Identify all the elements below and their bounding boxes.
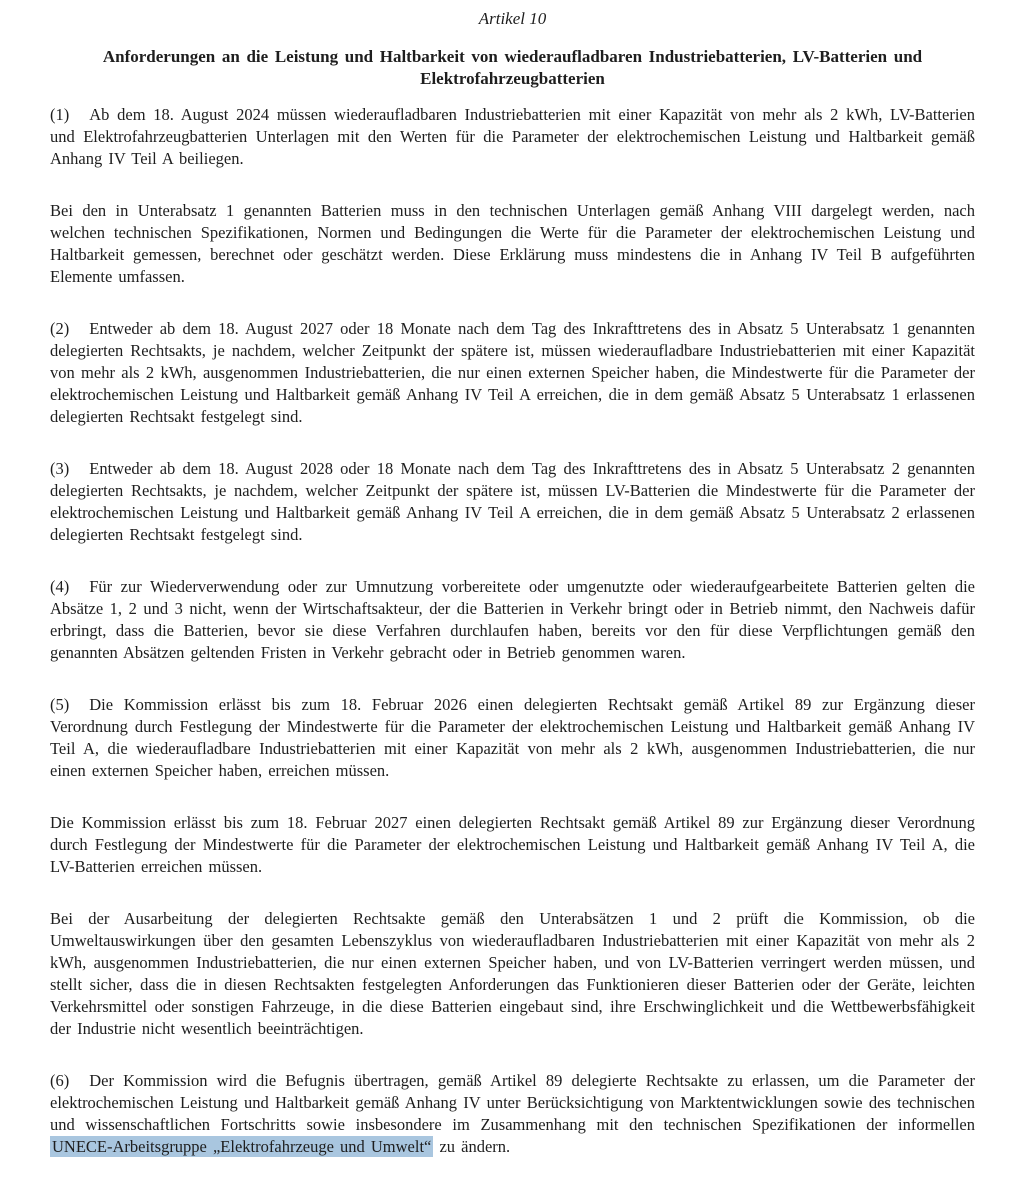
article-heading: Anforderungen an die Leistung und Haltbarkeit von wiederaufladbaren Industriebatterien, LV-Batterien und Elektrofahrzeugbatterien	[102, 47, 923, 88]
paragraph-4	[50, 458, 975, 546]
paragraph-9	[50, 1070, 975, 1158]
paragraph-1	[50, 104, 975, 170]
article-label: Artikel 10	[478, 9, 547, 28]
paragraph-8	[50, 908, 975, 1040]
paragraph-text: Entweder ab dem 18. August 2027 oder 18 Monate nach dem Tag des Inkrafttretens des in Absatz 5 Unterabsatz 1 genannten delegierten Rechtsakts, je nachdem, welcher Zeitpunkt der spätere ist, müssen wiederaufladbare Industriebatterien mit einer Kapazität von mehr als 2 kWh, ausgenommen Industriebatterien, die nur einen externen Speicher haben, die Mindestwerte für die Parameter der elektrochemischen Leistung und Haltbarkeit gemäß Anhang IV Teil A erreichen, die in dem gemäß Absatz 5 Unterabsatz 1 erlassenen delegierten Rechtsakt festgelegt sind.	[50, 319, 975, 426]
paragraph-text: Die Kommission erlässt bis zum 18. Februar 2026 einen delegierten Rechtsakt gemäß Artikel 89 zur Ergänzung dieser Verordnung durch Festlegung der Mindestwerte für die Parameter der elektrochemischen Leistung und Haltbarkeit gemäß Anhang IV Teil A, die wiederaufladbare Industriebatterien mit einer Kapazität von mehr als 2 kWh, ausgenommen Industriebatterien, die nur einen externen Speicher haben, erreichen müssen.	[50, 695, 975, 780]
paragraph-number: (4)	[50, 577, 70, 596]
paragraph-text-before-highlight: Der Kommission wird die Befugnis übertragen, gemäß Artikel 89 delegierte Rechtsakte zu erlassen, um die Parameter der elektrochemischen Leistung und Haltbarkeit gemäß Anhang IV unter Berücksichtigung von Marktentwicklungen sowie des technischen und wissenschaftlichen Fortschritts sowie insbesondere im Zusammenhang mit den technischen Spezifikationen der informellen	[50, 1071, 975, 1134]
paragraph-3	[50, 318, 975, 428]
highlighted-text: UNECE-Arbeitsgruppe „Elektrofahrzeuge und Umwelt“	[52, 1137, 432, 1156]
paragraph-5	[50, 576, 975, 664]
paragraph-text: Ab dem 18. August 2024 müssen wiederaufladbaren Industriebatterien mit einer Kapazität von mehr als 2 kWh, LV-Batterien und Elektrofahrzeugbatterien Unterlagen mit den Werten für die Parameter der elektrochemischen Leistung und Haltbarkeit gemäß Anhang IV Teil A beiliegen.	[50, 105, 975, 168]
paragraph-number: (2)	[50, 319, 70, 338]
paragraph-text: Entweder ab dem 18. August 2028 oder 18 Monate nach dem Tag des Inkrafttretens des in Absatz 5 Unterabsatz 2 genannten delegierten Rechtsakts, je nachdem, welcher Zeitpunkt der spätere ist, müssen LV-Batterien die Mindestwerte für die Parameter der elektrochemischen Leistung und Haltbarkeit gemäß Anhang IV Teil A erreichen, die in dem gemäß Absatz 5 Unterabsatz 2 erlassenen delegierten Rechtsakt festgelegt sind.	[50, 459, 975, 544]
paragraph-number: (1)	[50, 105, 70, 124]
paragraph-7	[50, 812, 975, 878]
paragraph-text: Die Kommission erlässt bis zum 18. Februar 2027 einen delegierten Rechtsakt gemäß Artikel 89 zur Ergänzung dieser Verordnung durch Festlegung der Mindestwerte für die Parameter der elektrochemischen Leistung und Haltbarkeit gemäß Anhang IV Teil A, die LV-Batterien erreichen müssen.	[50, 813, 975, 876]
paragraph-number: (6)	[50, 1071, 70, 1090]
paragraph-number: (3)	[50, 459, 70, 478]
paragraph-text-after-highlight: zu ändern.	[439, 1137, 511, 1156]
paragraph-6	[50, 694, 975, 782]
paragraph-text: Bei den in Unterabsatz 1 genannten Batterien muss in den technischen Unterlagen gemäß Anhang VIII dargelegt werden, nach welchen technischen Spezifikationen, Normen und Bedingungen die Werte für die Parameter der elektrochemischen Leistung und Haltbarkeit gemessen, berechnet oder geschätzt werden. Diese Erklärung muss mindestens die in Anhang IV Teil B aufgeführten Elemente umfassen.	[50, 201, 975, 286]
paragraph-2	[50, 200, 975, 288]
paragraph-text: Für zur Wiederverwendung oder zur Umnutzung vorbereitete oder umgenutzte oder wiederaufgearbeitete Batterien gelten die Absätze 1, 2 und 3 nicht, wenn der Wirtschaftsakteur, der die Batterien in Verkehr bringt oder in Betrieb nimmt, den Nachweis dafür erbringt, dass die Batterien, bevor sie diese Verfahren durchlaufen haben, bereits vor den für diese Verpflichtungen gemäß den genannten Absätzen geltenden Fristen in Verkehr gebracht oder in Betrieb genommen waren.	[50, 577, 975, 662]
paragraph-text: Bei der Ausarbeitung der delegierten Rechtsakte gemäß den Unterabsätzen 1 und 2 prüft die Kommission, ob die Umweltauswirkungen über den gesamten Lebenszyklus von wiederaufladbaren Industriebatterien mit einer Kapazität von mehr als 2 kWh, ausgenommen Industriebatterien, die nur einen externen Speicher haben, und von LV-Batterien verringert werden müssen, und stellt sicher, dass die in diesen Rechtsakten festgelegten Anforderungen das Funktionieren dieser Batterien oder der Geräte, leichten Verkehrsmittel oder sonstigen Fahrzeuge, in die diese Batterien eingebaut sind, ihre Erschwinglichkeit und die Wettbewerbsfähigkeit der Industrie nicht wesentlich beeinträchtigen.	[50, 909, 975, 1038]
paragraph-number: (5)	[50, 695, 70, 714]
